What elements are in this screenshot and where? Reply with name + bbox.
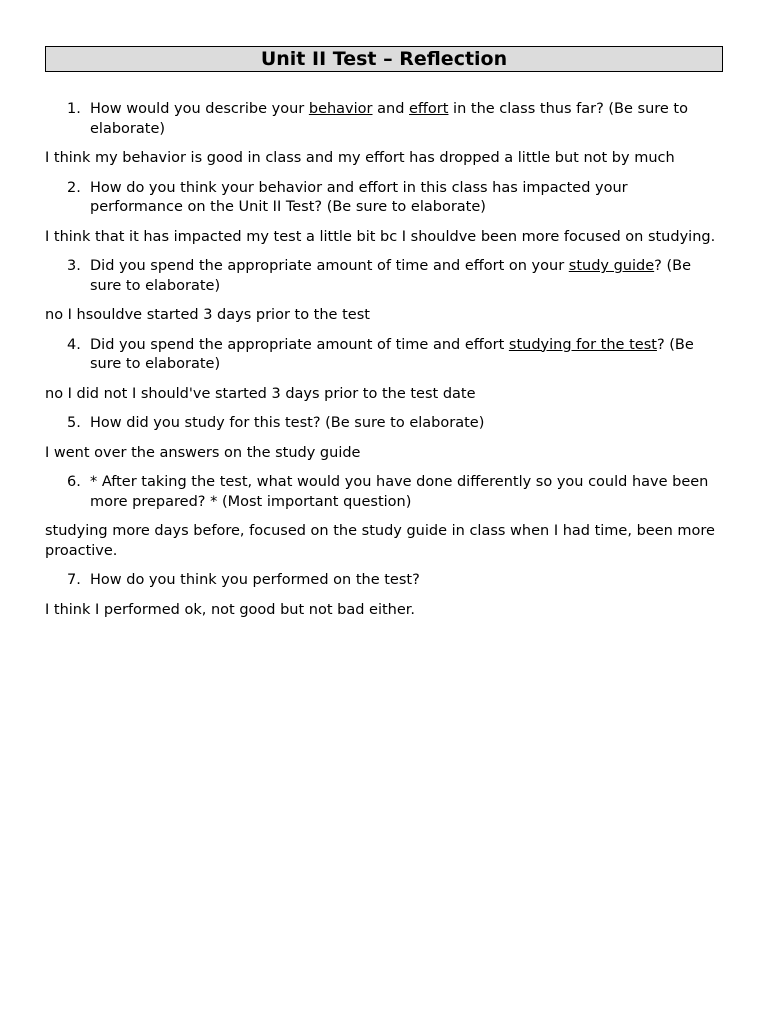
question-number: 5. bbox=[67, 415, 81, 431]
question-number: 2. bbox=[67, 179, 81, 196]
question-text: How did you study for this test? (Be sure to elaborate) bbox=[90, 415, 485, 431]
question-1 bbox=[45, 100, 723, 139]
answer-5: I went over the answers on the study guide bbox=[45, 444, 361, 461]
question-text: How would you describe your behavior and effort in the class thus far? (Be sure to elaborate) bbox=[90, 101, 688, 137]
answer-2: I think that it has impacted my test a little bit bc I shouldve been more focused on studying. bbox=[45, 228, 716, 245]
answer-1: I think my behavior is good in class and my effort has dropped a little but not by much bbox=[45, 150, 675, 166]
answer-4: no I did not I should've started 3 days prior to the test date bbox=[45, 385, 476, 402]
underlined-term-effort: effort bbox=[409, 101, 449, 117]
question-number: 6. bbox=[67, 474, 81, 490]
underlined-term-study-guide: study guide bbox=[568, 258, 655, 274]
question-text: * After taking the test, what would you have done differently so you could have been more prepared? * (Most important question) bbox=[90, 474, 709, 510]
answer-3: no I hsouldve started 3 days prior to the test bbox=[45, 307, 370, 323]
question-number: 3. bbox=[67, 258, 81, 274]
question-text: Did you spend the appropriate amount of time and effort on your study guide? (Be sure to elaborate) bbox=[90, 258, 691, 294]
answer-6: studying more days before, focused on the study guide in class when I had time, been more proactive. bbox=[45, 523, 715, 559]
question-6 bbox=[45, 473, 723, 512]
question-3 bbox=[45, 257, 723, 296]
reflection-content bbox=[45, 100, 723, 620]
page-title: Unit II Test – Reflection bbox=[45, 46, 723, 72]
question-4 bbox=[45, 336, 723, 375]
question-text: How do you think you performed on the test? bbox=[90, 572, 420, 588]
question-2 bbox=[45, 179, 723, 218]
question-number: 7. bbox=[67, 572, 81, 588]
question-7 bbox=[45, 571, 723, 591]
answer-7: I think I performed ok, not good but not bad either. bbox=[45, 601, 416, 618]
underlined-term-studying-for-test: studying for the test bbox=[508, 336, 657, 353]
underlined-term-behavior: behavior bbox=[308, 101, 373, 117]
question-number: 1. bbox=[67, 101, 81, 117]
question-text: How do you think your behavior and effort in this class has impacted your performance on the Unit II Test? (Be sure to elaborate) bbox=[90, 179, 628, 215]
question-text: Did you spend the appropriate amount of time and effort studying for the test? (Be sure to elaborate) bbox=[90, 336, 694, 372]
question-number: 4. bbox=[67, 336, 81, 353]
document-page bbox=[45, 46, 723, 630]
question-5 bbox=[45, 414, 723, 434]
